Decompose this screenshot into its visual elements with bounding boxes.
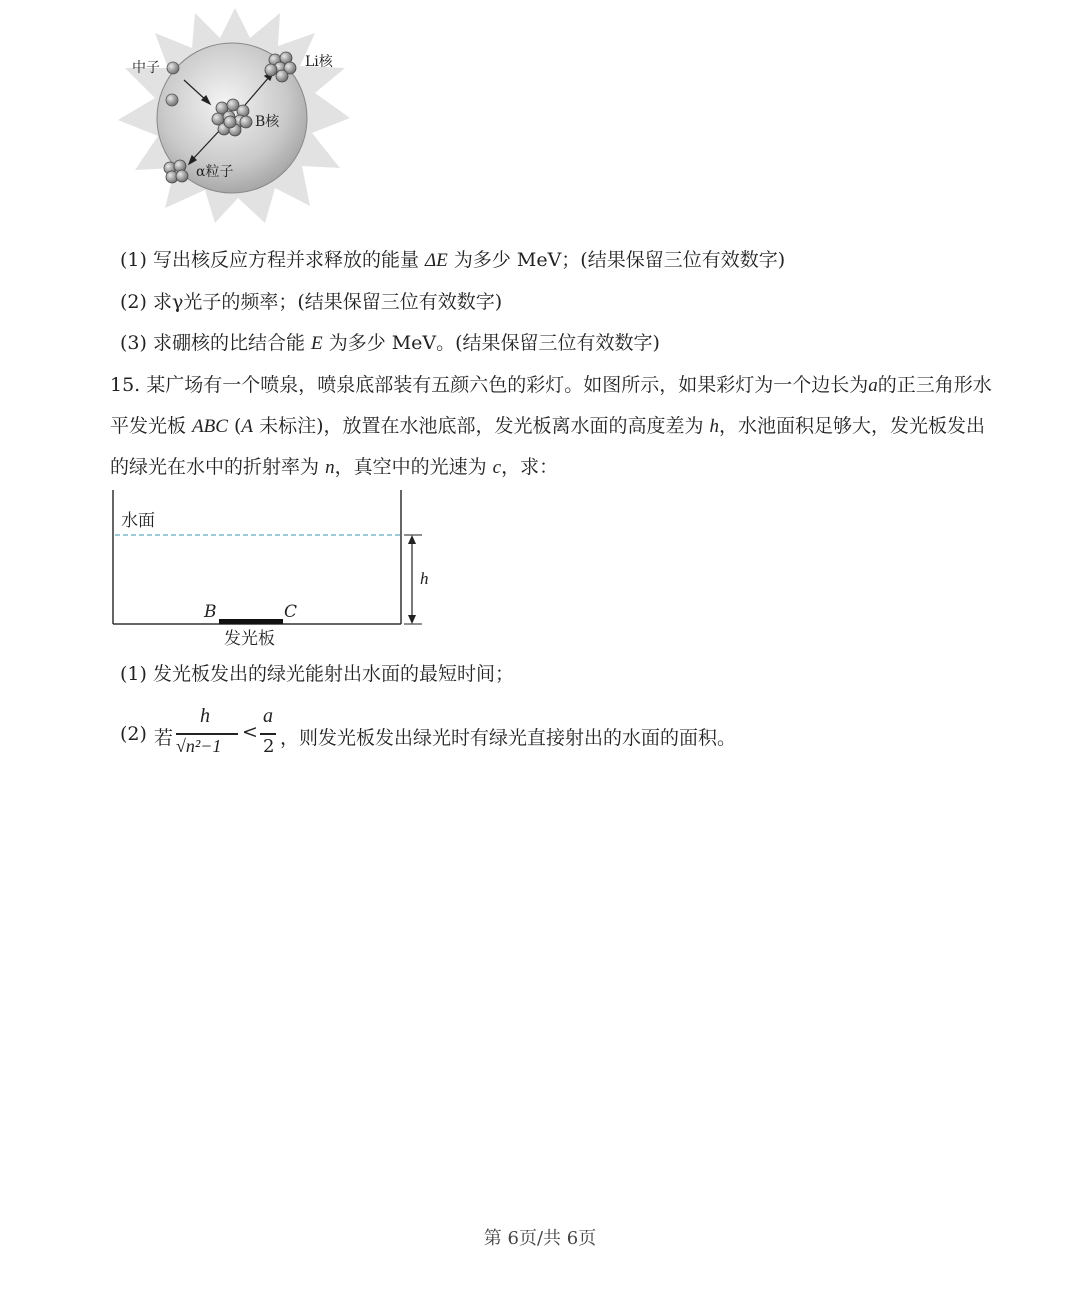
q15-part2-number: (2): [120, 723, 147, 745]
q15-line2-d: ，水池面积足够大，发光板发出: [719, 415, 986, 437]
q14-part3-post: 为多少 MeV。(结果保留三位有效数字): [328, 332, 660, 354]
q15-part2-post: ，则发光板发出绿光时有绿光直接射出的水面的面积。: [280, 727, 737, 749]
height-label: h: [420, 569, 429, 588]
li-label: Li核: [305, 54, 333, 70]
q15-line2-a: 平发光板: [110, 415, 187, 437]
board-label: 发光板: [224, 629, 275, 649]
var-n: n: [325, 457, 335, 478]
light-board: [219, 619, 283, 624]
q15-part1: [120, 662, 514, 686]
fraction2-denominator: 2: [263, 736, 275, 757]
q14-part1-number: (1): [120, 249, 147, 271]
point-c-label: C: [284, 602, 298, 622]
q14-part2-text: 求γ光子的频率；(结果保留三位有效数字): [152, 291, 503, 313]
var-c: c: [492, 457, 502, 478]
q15-part1-number: (1): [120, 663, 147, 685]
fraction2-bar: [260, 733, 276, 735]
q14-part1-symbol: ΔE: [425, 250, 448, 271]
alpha-label: α粒子: [196, 164, 234, 180]
q15-number: 15.: [110, 374, 141, 396]
var-a: a: [868, 375, 878, 396]
var-a-vertex: A: [241, 416, 254, 437]
q15-line2-b: (: [234, 415, 242, 437]
q14-part3-number: (3): [120, 332, 147, 354]
page-footer: 第 6页/共 6页: [483, 1228, 597, 1249]
q15-stem-line3: [110, 455, 558, 480]
q15-line3-b: ，真空中的光速为: [334, 456, 487, 478]
point-b-label: B: [204, 602, 217, 622]
q14-part3: [120, 331, 660, 356]
q14-part3-pre: 求硼核的比结合能: [152, 332, 305, 354]
var-h: h: [709, 416, 720, 437]
q15-line2-c: 未标注)，放置在水池底部，发光板离水面的高度差为: [259, 415, 704, 437]
fraction1-denominator: √n²−1: [176, 736, 222, 756]
q14-part1-post: 为多少 MeV；(结果保留三位有效数字): [453, 249, 786, 271]
q15-line1-a: 某广场有一个喷泉，喷泉底部装有五颜六色的彩灯。如图所示，如果彩灯为一个边长为: [146, 374, 869, 396]
fraction1-bar: [176, 733, 238, 735]
less-than-sign: <: [242, 721, 258, 743]
neutron-particle: [166, 94, 178, 106]
fraction1-numerator: h: [200, 705, 210, 727]
q14-part1: [120, 248, 785, 273]
neutron-particle: [167, 62, 179, 74]
q14-part3-symbol: E: [311, 333, 323, 354]
q15-line3-c: ，求：: [501, 456, 559, 478]
q15-line1-b: 的正三角形水: [877, 374, 992, 396]
q15-stem-line2: [110, 414, 985, 439]
q15-part2-pre: 若: [154, 727, 174, 749]
var-abc: ABC: [192, 416, 228, 437]
q15-part1-text: 发光板发出的绿光能射出水面的最短时间；: [152, 663, 514, 685]
water-surface-label: 水面: [121, 511, 155, 531]
q15-part2: [120, 705, 820, 765]
neutron-label: 中子: [132, 60, 160, 76]
q14-part2: [120, 290, 502, 314]
q14-part1-pre: 写出核反应方程并求释放的能量: [152, 249, 419, 271]
q15-line3-a: 的绿光在水中的折射率为: [110, 456, 320, 478]
b-label: B核: [255, 114, 280, 130]
q14-part2-number: (2): [120, 291, 147, 313]
fraction2-numerator: a: [263, 705, 273, 727]
pool-figure: [100, 488, 440, 653]
q15-stem-line1: [110, 373, 992, 398]
nuclear-reaction-figure: [110, 8, 360, 228]
